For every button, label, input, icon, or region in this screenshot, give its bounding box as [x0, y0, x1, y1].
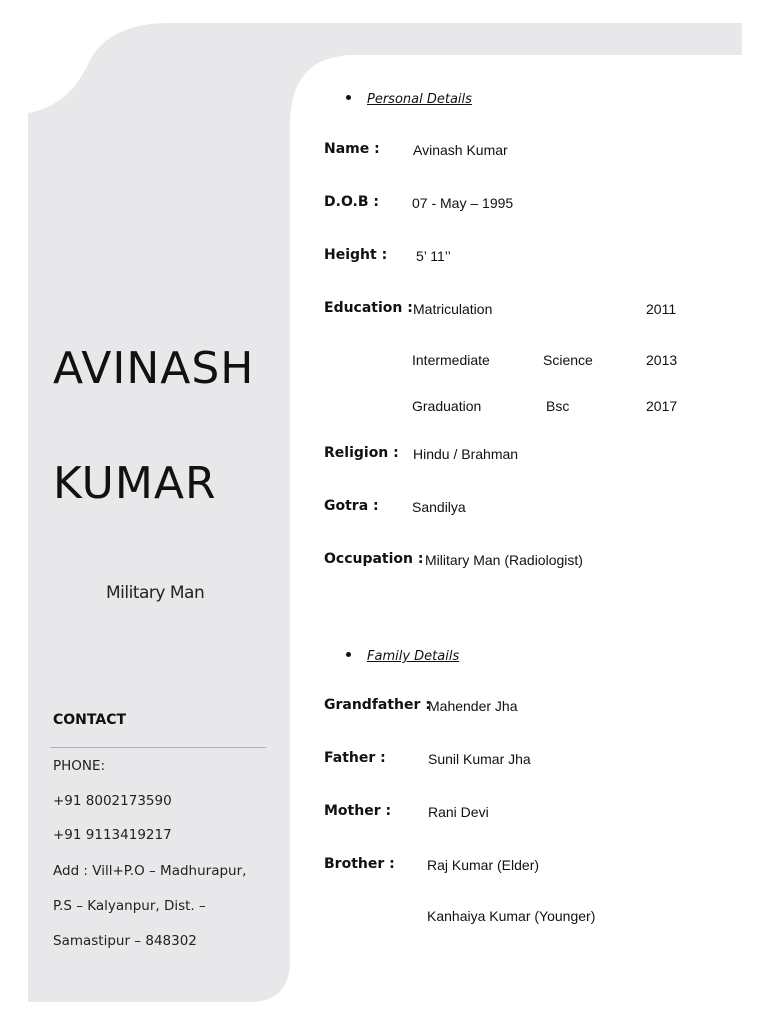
education-stream: Science [543, 352, 593, 368]
contact-heading: CONTACT [53, 712, 127, 728]
bullet-icon [346, 95, 351, 100]
sidebar-panel [0, 0, 290, 1024]
dob-label: D.O.B : [324, 194, 379, 210]
mother-label: Mother : [324, 803, 392, 819]
personal-details-heading: Personal Details [346, 92, 472, 107]
religion-value: Hindu / Brahman [413, 446, 519, 462]
name-label: Name : [324, 141, 380, 157]
contact-address-2: P.S – Kalyanpur, Dist. – [53, 898, 206, 914]
job-title: Military Man [106, 583, 205, 603]
education-level: Matriculation [413, 301, 493, 317]
education-level: Intermediate [412, 352, 490, 368]
father-label: Father : [324, 750, 386, 766]
occupation-label: Occupation : [324, 551, 424, 567]
education-year: 2017 [646, 398, 678, 414]
mother-value: Rani Devi [428, 804, 489, 820]
contact-address-3: Samastipur – 848302 [53, 933, 197, 949]
height-label: Height : [324, 247, 388, 263]
first-name: AVINASH [53, 343, 255, 394]
dob-value: 07 - May – 1995 [412, 195, 514, 211]
father-value: Sunil Kumar Jha [428, 751, 531, 767]
contact-address-1: Add : Vill+P.O – Madhurapur, [53, 863, 247, 879]
contact-phone-label: PHONE: [53, 758, 106, 774]
contact-divider [50, 747, 266, 748]
name-value: Avinash Kumar [413, 142, 508, 158]
education-year: 2011 [646, 301, 677, 317]
family-details-heading: Family Details [346, 649, 459, 664]
religion-label: Religion : [324, 445, 399, 461]
education-label: Education : [324, 300, 413, 316]
last-name: KUMAR [53, 458, 217, 509]
education-stream: Bsc [546, 398, 570, 414]
brother-value-elder: Raj Kumar (Elder) [427, 857, 540, 873]
occupation-value: Military Man (Radiologist) [425, 552, 583, 568]
contact-phone-1: +91 8002173590 [53, 793, 172, 809]
gotra-value: Sandilya [412, 499, 466, 515]
bullet-icon [346, 652, 351, 657]
height-value: 5’ 11’’ [416, 248, 451, 264]
education-level: Graduation [412, 398, 482, 414]
contact-phone-2: +91 9113419217 [53, 827, 172, 843]
grandfather-value: Mahender Jha [428, 698, 518, 714]
brother-label: Brother : [324, 856, 395, 872]
brother-value-younger: Kanhaiya Kumar (Younger) [427, 908, 596, 924]
gotra-label: Gotra : [324, 498, 379, 514]
education-year: 2013 [646, 352, 678, 368]
grandfather-label: Grandfather : [324, 697, 431, 713]
